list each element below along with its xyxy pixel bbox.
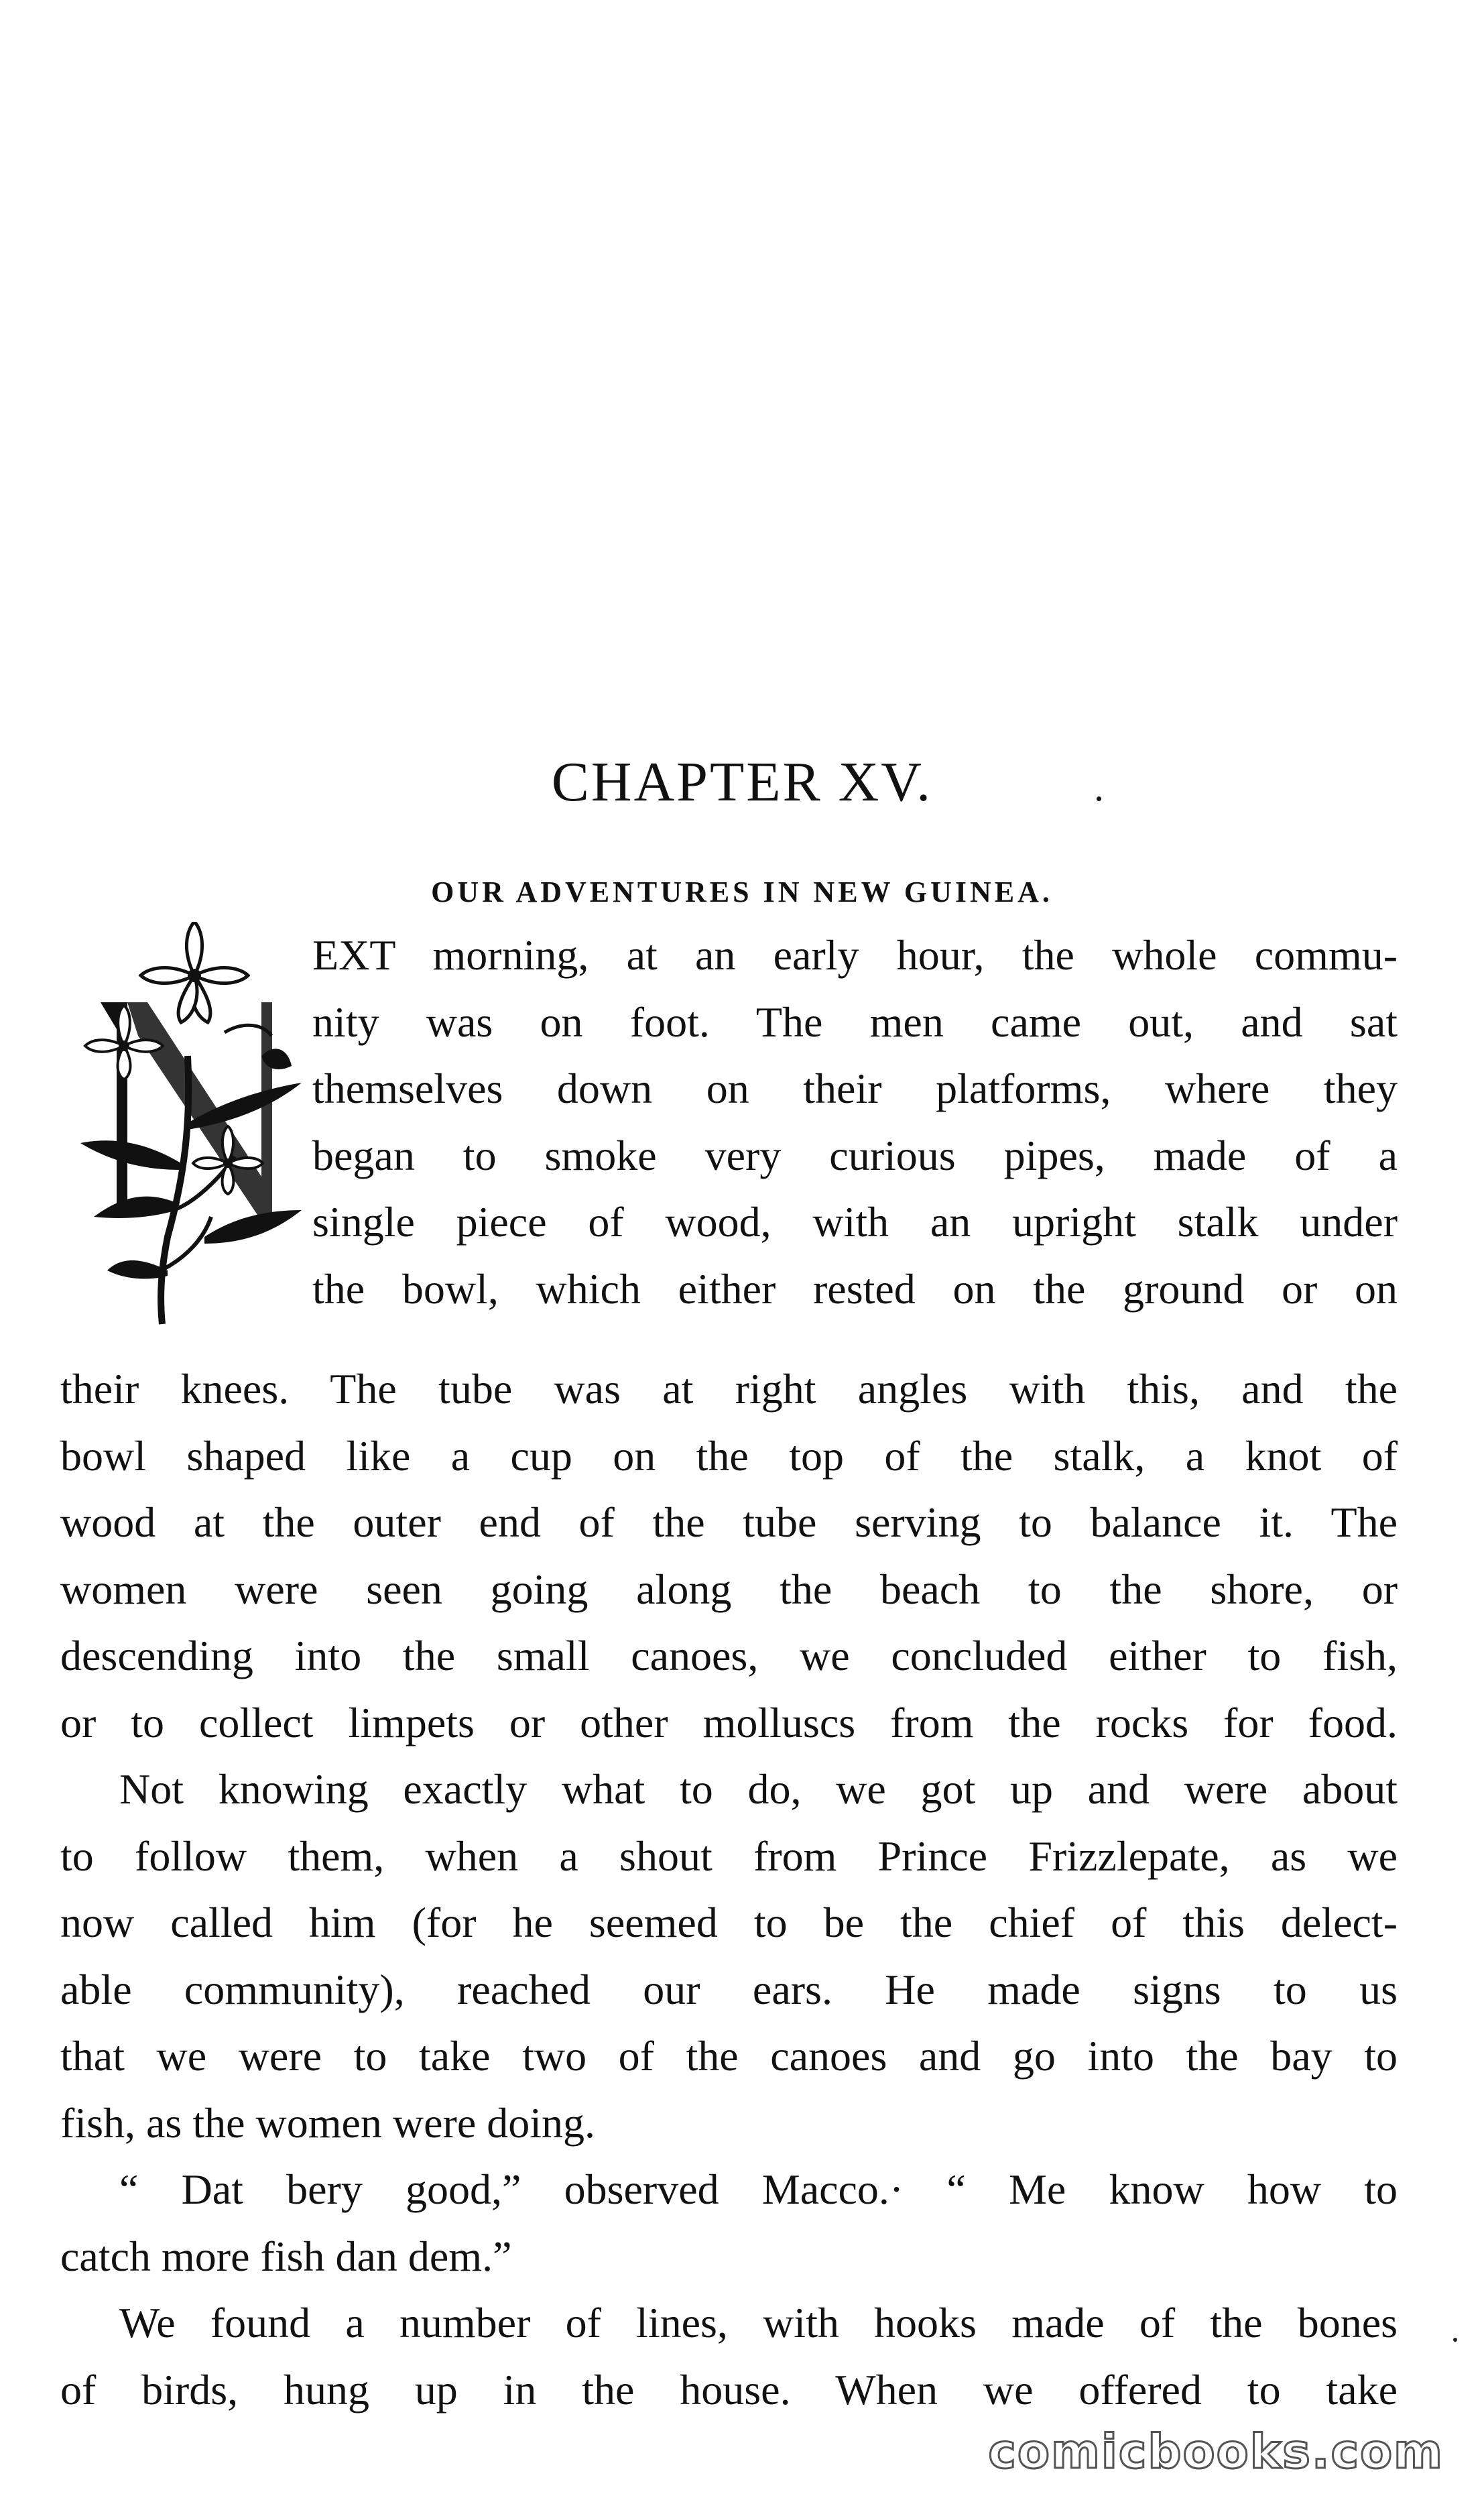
text-line: “ Dat bery good,” observed Macco.· “ Me know how to [119, 2165, 1398, 2213]
watermark: comicbooks.com [988, 2424, 1444, 2479]
text-line: to follow them, when a shout from Prince Frizzlepate, as we [60, 1832, 1398, 1880]
text-line: their knees. The tube was at right angles with this, and the [60, 1365, 1398, 1413]
paragraph-4 [60, 2289, 1398, 2423]
text-line: EXT morning, at an early hour, the whole commu- [312, 931, 1398, 979]
text-line: We found a number of lines, with hooks made of the bones [119, 2299, 1398, 2346]
text-line: began to smoke very curious pipes, made of a [312, 1131, 1398, 1179]
stray-mark [1097, 796, 1101, 801]
text-line: able community), reached our ears. He made signs to us [60, 1965, 1398, 2013]
text-line: bowl shaped like a cup on the top of the stalk, a knot of [60, 1431, 1398, 1480]
text-line: women were seen going along the beach to the shore, or [60, 1565, 1398, 1613]
text-line: catch more fish dan dem.” [60, 2232, 512, 2280]
dropcap-text-lines [312, 922, 1398, 1322]
text-line: single piece of wood, with an upright stalk under [312, 1198, 1398, 1246]
text-line: fish, as the women were doing. [60, 2098, 596, 2147]
stray-mark [1453, 2338, 1457, 2342]
text-line: or to collect limpets or other molluscs from the rocks for food. [60, 1698, 1398, 1746]
paragraph-2 [60, 1756, 1398, 2156]
text-line: the bowl, which either rested on the ground or on [312, 1264, 1398, 1313]
text-line: now called him (for he seemed to be the chief of this delect- [60, 1899, 1398, 1946]
paragraph-1-continued [60, 1356, 1398, 1756]
paragraph-3 [60, 2156, 1398, 2289]
text-line: descending into the small canoes, we concluded either to fish, [60, 1632, 1398, 1679]
chapter-subtitle: OUR ADVENTURES IN NEW GUINEA. [431, 876, 1053, 908]
text-line: themselves down on their platforms, where they [312, 1065, 1398, 1112]
text-line: that we were to take two of the canoes and go into the bay to [60, 2032, 1398, 2080]
text-line: wood at the outer end of the tube serving to balance it. The [60, 1498, 1398, 1546]
text-line: nity was on foot. The men came out, and sat [312, 998, 1398, 1046]
text-line: of birds, hung up in the house. When we offered to take [60, 2365, 1398, 2414]
text-line: Not knowing exactly what to do, we got up and were about [119, 1765, 1398, 1813]
chapter-title: CHAPTER XV. [551, 751, 933, 813]
floral-dropcap-n-icon [60, 922, 328, 1337]
